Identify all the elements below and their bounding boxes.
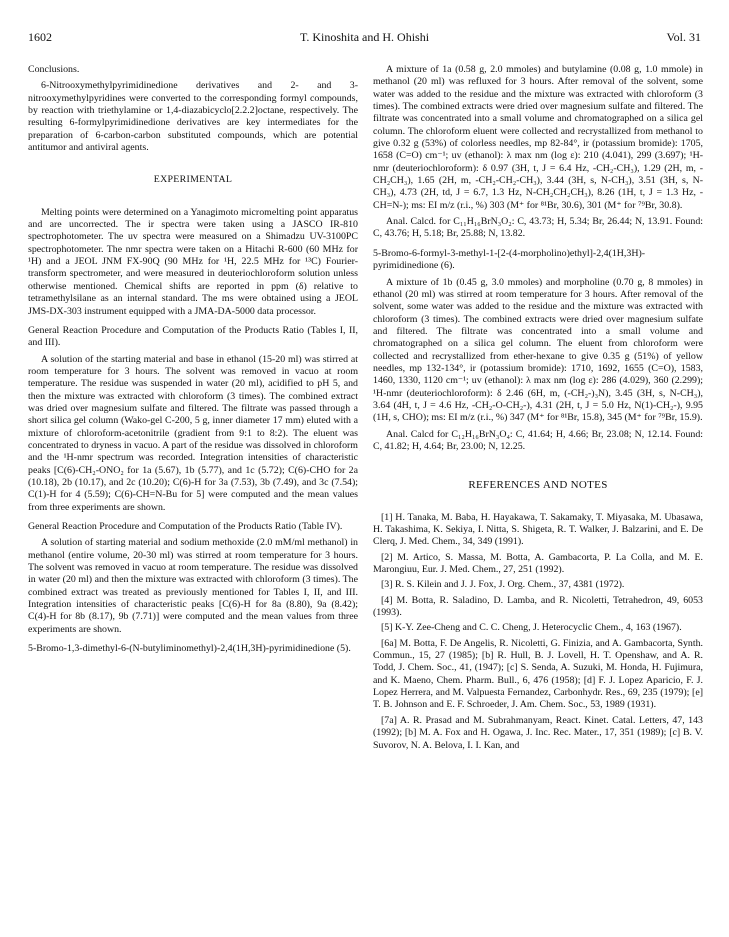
reference-item: [6a] M. Botta, F. De Angelis, R. Nicoletti, G. Finizia, and A. Gambacorta, Synth. Commun., 15, 27 (1985); [b] R. Hull, B. J. Lovell, H. T. Openshaw, and A. R. Todd, J. Chem. Soc., 41, (1947); [c] S. Senda, A. Suzuki, M. Honda, H. Fujimura, and K. Maeno, Chem. Pharm. Bull., 6, 476 (1958); [d] F. J. Lopez Aparicio, F. J. Lopez Herrera, and M. Valpuesta Fernandez, Carbonhydr. Res., 69, 235 (1979); [e] T. B. Johnson and E. F. Schroeder, J. Am. Chem. Soc., 53, 1989 (1931). bbox=[373, 637, 703, 711]
procedure2-paragraph: A solution of starting material and sodium methoxide (2.0 mM/ml methanol) in methanol (entire volume, 20-30 ml) was stirred at room temperature for 3 hours. The solvent was removed in vacuo at room temperature. The residue was dissolved in water (20 ml) and then the mixture was extracted with chloroform (3 times). The combined extract was treated as previously mentioned for Tables I, II, and III. Integration intensities of characteristic peaks [C(6)-H for 8a (8.80), 9a (8.42); C(4)-H for 8b (8.17), 9b (7.71)] were computed and the mean values from three experiments are shown. bbox=[28, 537, 358, 635]
experimental-paragraph: Melting points were determined on a Yanagimoto micromelting point apparatus and are uncorrected. The ir spectra were taken using a JASCO IR-810 spectrophotometer. The uv spectra were measured on a Shimadzu UV-3100PC spectrophotometer. The nmr spectra were taken on a Hitachi R-600 (60 MHz for ¹H) and a JEOL JNM FX-90Q (90 MHz for ¹H, 22.5 MHz for ¹³C) Fourier-transform spectrometer, and were measured in deuteriochloroform solution unless otherwise mentioned. Chemical shifts are reported in ppm (δ) relative to tetramethylsilane as an internal standard. The ms were obtained using a JEOL JMS-DX-303 instrument equipped with a JMA-DA-5000 data processor. bbox=[28, 206, 358, 317]
right-column bbox=[373, 64, 703, 755]
reference-item: [3] R. S. Kilein and J. J. Fox, J. Org. Chem., 37, 4381 (1972). bbox=[381, 579, 625, 591]
volume-number: Vol. 31 bbox=[666, 30, 701, 44]
reference-item: [4] M. Botta, R. Saladino, D. Lamba, and R. Nicoletti, Tetrahedron, 49, 6053 (1993). bbox=[373, 594, 703, 619]
compound6-heading: 5-Bromo-6-formyl-3-methyl-1-[2-(4-morpholino)ethyl]-2,4(1H,3H)-pyrimidinedione (6). bbox=[373, 247, 646, 272]
compound5-paragraph: A mixture of 1a (0.58 g, 2.0 mmoles) and butylamine (0.08 g, 1.0 mmole) in methanol (20 ml) was refluxed for 3 hours. After removal of the solvent, some water was added to the residue and the mixture was extracted with chloroform (3 times). The combined extracts were dried over magnesium sulfate and filtered. The filtrate was concentrated into a small volume and chromatographed on a silica gel column. The chloroform eluent were collected and recrystallized from methanol to give 0.32 g (53%) of colorless needles, mp 82-84°, ir (potassium bromide): 1705, 1658 (C=O) cm⁻¹; uv (ethanol): λ max nm (log ε): 210 (4.041), 299 (3.697); ¹H-nmr (deuteriochloroform): δ 0.97 (3H, t, J = 6.4 Hz, -CH₂-CH₃), 1.29 (2H, m, -CH₂CH₃), 1.65 (2H, m, -CH₂-CH₂-CH₃), 3.44 (3H, s, N-CH₃), 3.51 (3H, s, N-CH₃), 4.73 (2H, td, J = 6.7, 1.3 Hz, N-CH₂CH₂CH₃), 8.26 (1H, t, J = 1.3 Hz, -CH=N-); ms: EI m/z (r.i., %) 303 (M⁺ for ⁸¹Br, 30.6), 301 (M⁺ for ⁷⁹Br, 30.8). bbox=[373, 64, 703, 211]
page-number: 1602 bbox=[28, 30, 52, 44]
compound5-heading: 5-Bromo-1,3-dimethyl-6-(N-butyliminomethyl)-2,4(1H,3H)-pyrimidinedione (5). bbox=[28, 643, 351, 655]
running-header bbox=[28, 30, 701, 46]
compound5-analysis: Anal. Calcd. for C₁₁H₁₆BrN₃O₂: C, 43.73; H, 5.34; Br, 26.44; N, 13.91. Found: C, 43.76; H, 5.18; Br, 25.88; N, 13.82. bbox=[373, 216, 703, 240]
conclusions-heading: Conclusions. bbox=[28, 64, 80, 75]
experimental-heading: EXPERIMENTAL bbox=[153, 174, 233, 186]
compound6-analysis: Anal. Calcd for C₁₂H₁₆BrN₃O₄: C, 41.64; H, 4.66; Br, 23.08; N, 12.14. Found: C, 41.82; H, 4.64; Br, 23.00; N, 12.25. bbox=[373, 428, 703, 452]
running-authors: T. Kinoshita and H. Ohishi bbox=[299, 30, 430, 44]
reference-item: [7a] A. R. Prasad and M. Subrahmanyam, React. Kinet. Catal. Letters, 47, 143 (1992); [b] M. A. Fox and H. Ogawa, J. Inc. Rec. Mater., 17, 351 (1989); [c] B. V. Suvorov, N. A. Belova, I. I. Kan, and bbox=[373, 714, 703, 751]
reference-item: [1] H. Tanaka, M. Baba, H. Hayakawa, T. Sakamaky, T. Miyasaka, M. Ubasawa, H. Takashima, K. Sekiya, I. Nitta, S. Shigeta, R. T. Walker, J. Balzarini, and E. De Clerq, J. Med. Chem., 34, 349 (1991). bbox=[373, 511, 703, 548]
left-column bbox=[28, 64, 358, 659]
conclusions-paragraph: 6-Nitrooxymethylpyrimidinedione derivatives and 2- and 3-nitrooxymethylpyridines were converted to the corresponding formyl compounds, by reaction with triethylamine or 1,4-diazabicyclo[2.2.2]octane, respectively. The resulting 6-formylpyrimidinedione derivatives are key intermediates for the preparation of 6-carbon-carbon substituted compounds, which are potential antitumor and antiviral agents. bbox=[28, 80, 358, 154]
reference-item: [2] M. Artico, S. Massa, M. Botta, A. Gambacorta, P. La Colla, and M. E. Marongiuu, Eur. J. Med. Chem., 27, 251 (1992). bbox=[373, 551, 703, 576]
reference-item: [5] K-Y. Zee-Cheng and C. C. Cheng, J. Heterocyclic Chem., 4, 163 (1967). bbox=[381, 622, 682, 634]
procedure2-heading: General Reaction Procedure and Computation of the Products Ratio (Table IV). bbox=[28, 521, 343, 532]
procedure1-heading: General Reaction Procedure and Computation of the Products Ratio (Tables I, II, and III). bbox=[28, 324, 358, 349]
procedure1-paragraph: A solution of the starting material and base in ethanol (15-20 ml) was stirred at room temperature for 3 hours. The solvent was removed in vacuo at room temperature. The residue was suspended in water (20 ml), acidified to pH 5, and then the mixture was extracted with chloroform (3 times). The combined extract was dried over magnesium sulfate and filtered. The filtrate was passed through a short silica gel column (Wako-gel C-200, 5 g, inner diameter 17 mm) eluted with a mixture of chloroform-acetonitrile (gradient from 9:1 to 8:2). The eluent was concentrated to dryness in vacuo. A part of the residue was dissolved in chloroform and the ¹H-nmr spectrum was recorded. Integration intensities of characteristic peaks [C(6)-CH₂-ONO₂ for 1a (5.67), 1b (5.77), and 1c (5.72); C(6)-CHO for 2a (10.18), 2b (10.17), and 2c (10.20); C(6)-H for 3a (7.53), 3b (7.49), and 3c (7.54); C(1)-H for 4 (5.59); C(6)-CH=N-Bu for 5] were computed and the mean values from three experiments are shown. bbox=[28, 353, 358, 513]
references-heading: REFERENCES AND NOTES bbox=[468, 479, 608, 492]
compound6-paragraph: A mixture of 1b (0.45 g, 3.0 mmoles) and morpholine (0.70 g, 8 mmoles) in ethanol (20 ml) was stirred at room temperature for 3 hours. After removal of the solvent, some water was added to the residue and the mixture was extracted with chloroform (3 times). The combined extracts were dried over magnesium sulfate and filtered. The filtrate was concentrated into a small volume and chromatographed on a silica gel column. The eluent from chloroform were collected and recrystallized from ether-hexane to give 0.35 g (51%) of yellow needles, mp 132-134°, ir (potassium bromide): 1710, 1692, 1655 (C=O), 1583, 1460, 1330, 1120 cm⁻¹; uv (ethanol): λ max nm (log ε): 286 (4.029), 360 (2.299); ¹H-nmr (deuteriochloroform): δ 2.46 (6H, m, (-CH₂-)₃N), 3.45 (3H, s, N-CH₃), 3.64 (4H, t, J = 4.6 Hz, -CH₂-O-CH₂-), 4.31 (2H, t, J = 5.0 Hz, N(1)-CH₂-), 9.95 (1H, s, CHO); ms: EI m/z (r.i., %) 347 (M⁺ for ⁸¹Br, 15.8), 345 (M⁺ for ⁷⁹Br, 15.9). bbox=[373, 276, 703, 424]
